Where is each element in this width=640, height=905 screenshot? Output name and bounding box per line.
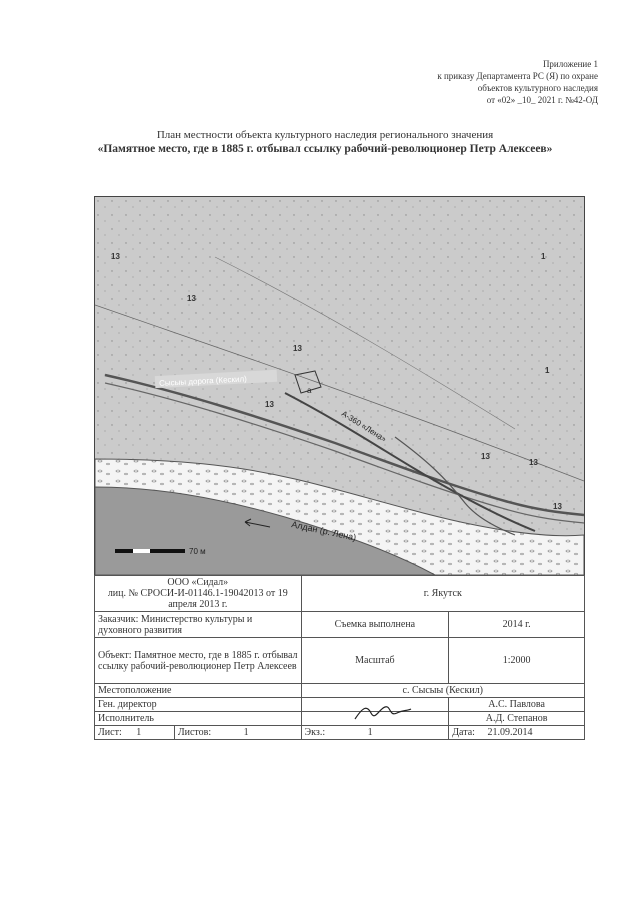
site-map bbox=[94, 196, 585, 576]
signature-icon bbox=[353, 703, 413, 721]
parcel-number: 13 bbox=[265, 400, 274, 409]
document-title bbox=[90, 128, 560, 156]
date-cell bbox=[449, 726, 585, 740]
date-value: 21.09.2014 bbox=[487, 727, 533, 738]
survey-label: Съемка выполнена bbox=[301, 612, 449, 638]
title-block bbox=[94, 575, 585, 740]
executor-label: Исполнитель bbox=[95, 712, 302, 726]
parcel-number: 13 bbox=[481, 452, 490, 461]
sheet-cell bbox=[95, 726, 175, 740]
highway-label: А-360 «Лена» bbox=[339, 409, 388, 444]
director-name: А.С. Павлова bbox=[449, 698, 585, 712]
parcel-number: 13 bbox=[187, 294, 196, 303]
map-drawing bbox=[95, 197, 584, 575]
date-label: Дата: bbox=[452, 727, 475, 738]
copy-value: 1 bbox=[367, 727, 373, 738]
parcel-number: 1 bbox=[541, 252, 546, 261]
sheet-value: 1 bbox=[136, 727, 142, 738]
parcel-number: 13 bbox=[553, 502, 562, 511]
executor-name: А.Д. Степанов bbox=[449, 712, 585, 726]
sheets-value: 1 bbox=[243, 727, 249, 738]
object-description: Объект: Памятное место, где в 1885 г. отбывал ссылку рабочий-революционер Петр Алексеев bbox=[95, 638, 302, 684]
parcel-number: 13 bbox=[293, 344, 302, 353]
scale-value: 1:2000 bbox=[449, 638, 585, 684]
parcel-number: 1 bbox=[545, 366, 550, 375]
location-label: Местоположение bbox=[95, 684, 302, 698]
appendix-line: от «02» _10_ 2021 г. №42-ОД bbox=[486, 95, 598, 105]
parcel-number: 13 bbox=[111, 252, 120, 261]
marker-letter: а bbox=[307, 386, 312, 395]
org-license: лиц. № СРОСИ-И-01146.1-19042013 от 19 апреля 2013 г. bbox=[107, 588, 288, 610]
sheet-label: Лист: bbox=[98, 727, 122, 738]
customer: Заказчик: Министерство культуры и духовного развития bbox=[95, 612, 302, 638]
road-label: Сысыы дорога (Кескил) bbox=[158, 374, 248, 388]
scale-label: Масштаб bbox=[301, 638, 449, 684]
appendix-line: к приказу Департамента РС (Я) по охране bbox=[437, 71, 598, 81]
appendix-line: объектов культурного наследия bbox=[477, 83, 598, 93]
object-name: «Памятное место, где в 1885 г. отбывал ссылку рабочий-революционер Петр Алексеев» bbox=[97, 143, 553, 155]
scale-label: 70 м bbox=[189, 547, 206, 556]
sheets-label: Листов: bbox=[177, 727, 212, 738]
title-line: План местности объекта культурного наследия регионального значения bbox=[156, 129, 494, 141]
org-name: ООО «Сидал» bbox=[167, 577, 229, 588]
survey-year: 2014 г. bbox=[449, 612, 585, 638]
city: г. Якутск bbox=[301, 576, 584, 612]
scale-bar-segment bbox=[133, 549, 150, 553]
copy-cell bbox=[301, 726, 449, 740]
appendix-block bbox=[437, 58, 598, 106]
sheets-cell bbox=[174, 726, 301, 740]
signature-cell bbox=[301, 712, 449, 726]
org-cell bbox=[95, 576, 302, 612]
parcel-number: 13 bbox=[529, 458, 538, 467]
location-value: с. Сысыы (Кескил) bbox=[301, 684, 584, 698]
appendix-line: Приложение 1 bbox=[542, 59, 598, 69]
river-label: Алдан (р. Лена) bbox=[290, 519, 358, 543]
director-label: Ген. директор bbox=[95, 698, 302, 712]
copy-label: Экз.: bbox=[304, 727, 326, 738]
